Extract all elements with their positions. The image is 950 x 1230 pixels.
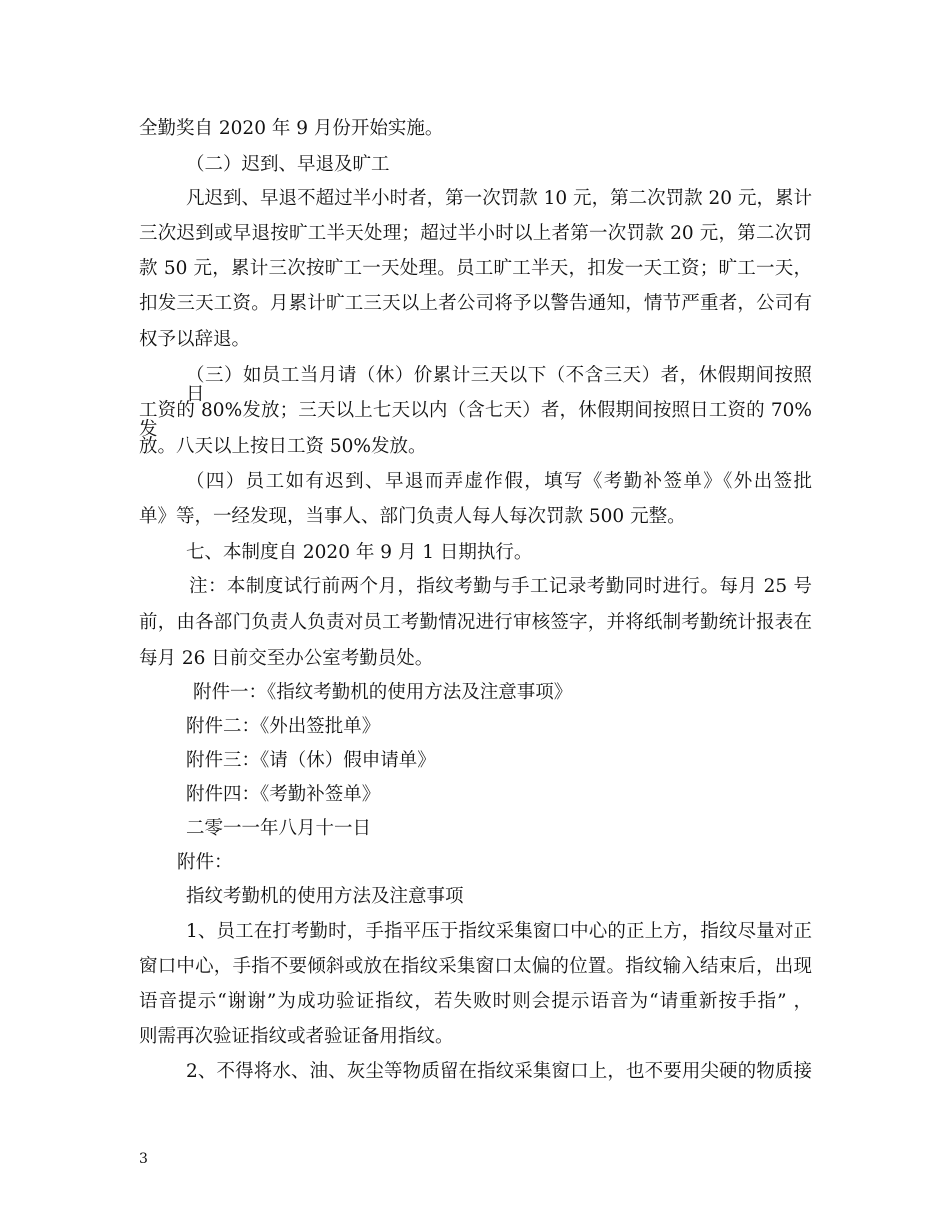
text-line: 权予以辞退。 bbox=[139, 329, 251, 350]
text-line: 款 50 元，累计三次按旷工一天处理。员工旷工半天，扣发一天工资；旷工一天， bbox=[139, 258, 812, 279]
attachment-item: 附件三：《请（休）假申请单》 bbox=[186, 750, 436, 771]
text-line: 则需再次验证指纹或者验证备用指纹。 bbox=[139, 1026, 454, 1047]
attachment-item: 附件四：《考勤补签单》 bbox=[186, 784, 381, 805]
text-line: 2、不得将水、油、灰尘等物质留在指纹采集窗口上，也不要用尖硬的物质接 bbox=[186, 1061, 812, 1082]
text-line: （三）如员工当月请（休）价累计三天以下（不含三天）者，休假期间按照日 bbox=[186, 365, 812, 405]
section-heading: 七、本制度自 2020 年 9 月 1 日期执行。 bbox=[186, 542, 533, 563]
section-heading: （二）迟到、早退及旷工 bbox=[186, 154, 390, 175]
text-line: （四）员工如有迟到、早退而弄虚作假，填写《考勤补签单》《外出签批 bbox=[186, 471, 812, 492]
text-line: 全勤奖自 2020 年 9 月份开始实施。 bbox=[139, 118, 444, 139]
attachment-item: 附件二：《外出签批单》 bbox=[186, 716, 381, 737]
text-line: 扣发三天工资。月累计旷工三天以上者公司将予以警告通知，情节严重者，公司有 bbox=[139, 293, 812, 314]
page-number: 3 bbox=[139, 1151, 148, 1167]
text-line: 工资的 80%发放；三天以上七天以内（含七天）者，休假期间按照日工资的 70%发 bbox=[139, 400, 812, 440]
attachment-heading: 附件： bbox=[177, 852, 233, 873]
text-line: 1、员工在打考勤时，手指平压于指纹采集窗口中心的正上方，指纹尽量对正 bbox=[186, 921, 812, 942]
text-line: 放。八天以上按日工资 50%发放。 bbox=[139, 436, 427, 457]
attachment-item: 附件一：《指纹考勤机的使用方法及注意事项》 bbox=[193, 682, 573, 703]
note-line: 每月 26 日前交至办公室考勤员处。 bbox=[139, 648, 434, 669]
attachment-title: 指纹考勤机的使用方法及注意事项 bbox=[186, 886, 464, 907]
text-line: 语音提示“谢谢”为成功验证指纹，若失败时则会提示语音为“请重新按手指” ， bbox=[139, 991, 812, 1012]
note-line: 前，由各部门负责人负责对员工考勤情况进行审核签字，并将纸制考勤统计报表在 bbox=[139, 612, 812, 633]
text-line: 三次迟到或早退按旷工半天处理；超过半小时以上者第一次罚款 20 元，第二次罚 bbox=[139, 223, 812, 244]
text-line: 窗口中心，手指不要倾斜或放在指纹采集窗口太偏的位置。指纹输入结束后，出现 bbox=[139, 956, 812, 977]
text-line: 单》等，一经发现，当事人、部门负责人每人每次罚款 500 元整。 bbox=[139, 506, 686, 527]
note-line: 注：本制度试行前两个月，指纹考勤与手工记录考勤同时进行。每月 25 号 bbox=[189, 576, 812, 597]
text-line: 凡迟到、早退不超过半小时者，第一次罚款 10 元，第二次罚款 20 元，累计 bbox=[186, 188, 812, 209]
date-line: 二零一一年八月十一日 bbox=[186, 818, 372, 839]
